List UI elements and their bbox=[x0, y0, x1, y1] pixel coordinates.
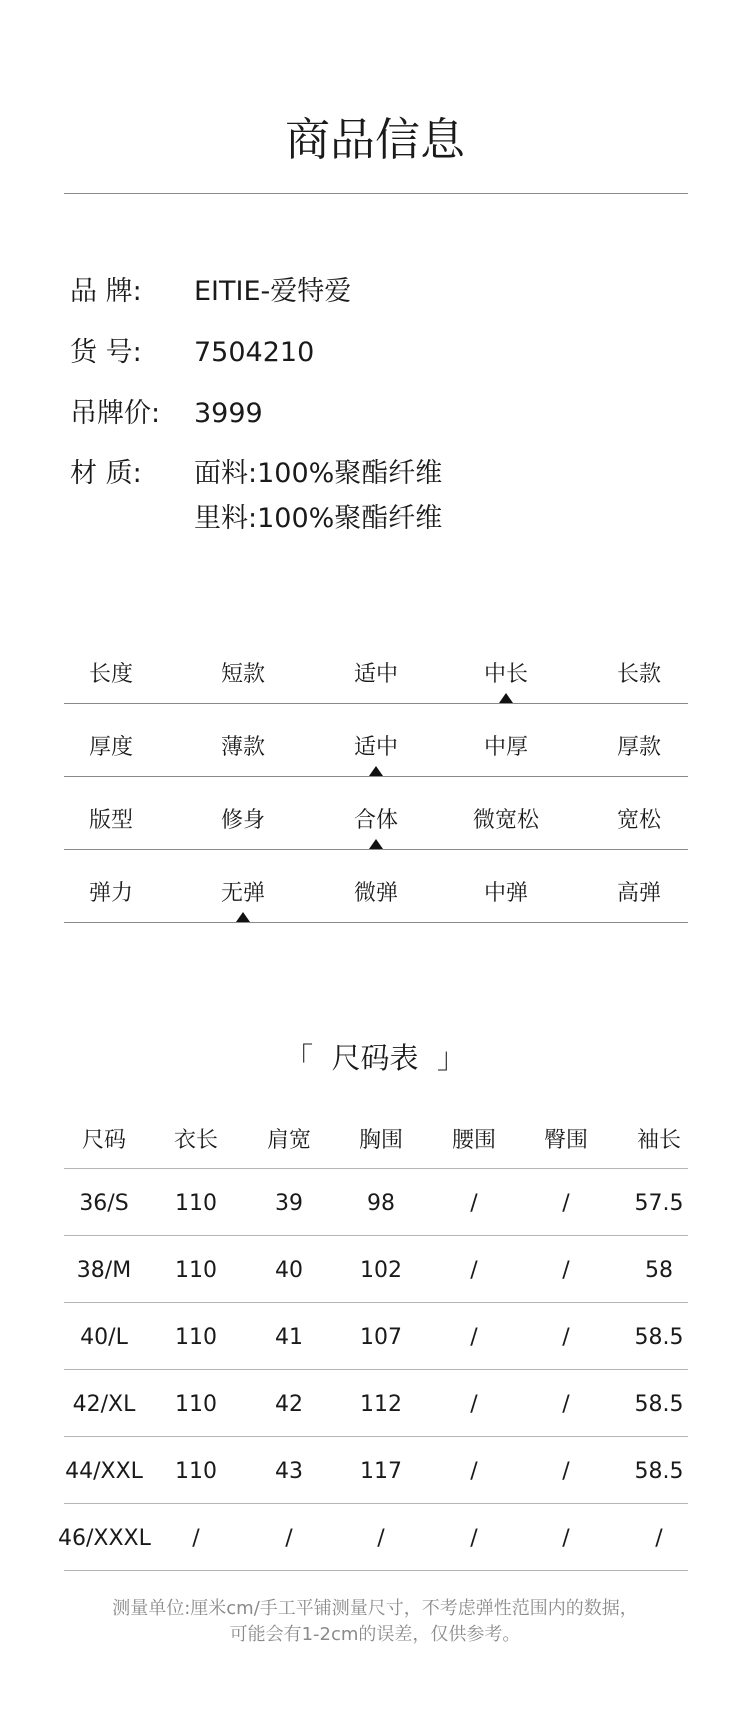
attr-stretch-option: 高弹 bbox=[616, 881, 661, 906]
table-cell: / bbox=[562, 1526, 570, 1551]
row-divider bbox=[64, 776, 688, 777]
table-cell: / bbox=[470, 1325, 478, 1350]
table-cell: 58 bbox=[645, 1258, 673, 1283]
material-label: 材 质: bbox=[70, 458, 142, 489]
table-cell: / bbox=[562, 1191, 570, 1216]
selected-marker-triangle-icon bbox=[499, 693, 513, 703]
table-cell: / bbox=[470, 1459, 478, 1484]
table-cell: 102 bbox=[360, 1258, 402, 1283]
column-header: 尺码 bbox=[81, 1128, 126, 1153]
table-cell: 58.5 bbox=[634, 1392, 684, 1417]
table-cell: 112 bbox=[360, 1392, 402, 1417]
attr-thickness-option: 中厚 bbox=[483, 735, 528, 760]
table-cell: 38/M bbox=[76, 1258, 132, 1283]
column-header: 袖长 bbox=[636, 1128, 681, 1153]
tag-price-value: 3999 bbox=[194, 398, 263, 429]
attr-stretch-option: 微弹 bbox=[353, 881, 398, 906]
table-cell: 110 bbox=[175, 1191, 217, 1216]
attr-length-option: 长款 bbox=[616, 662, 661, 687]
attr-fit-option: 宽松 bbox=[616, 808, 661, 833]
table-cell: / bbox=[470, 1258, 478, 1283]
row-divider bbox=[64, 1503, 688, 1504]
row-divider bbox=[64, 1302, 688, 1303]
item-number-value: 7504210 bbox=[194, 337, 315, 368]
table-cell: 46/XXXL bbox=[58, 1526, 151, 1551]
attr-thickness-option-selected: 适中 bbox=[353, 735, 398, 760]
brand-label: 品 牌: bbox=[70, 276, 142, 307]
table-cell: / bbox=[192, 1526, 200, 1551]
table-cell: 40/L bbox=[80, 1325, 128, 1350]
table-cell: 44/XXL bbox=[65, 1459, 143, 1484]
table-cell: 42 bbox=[275, 1392, 303, 1417]
brand-value: EITIE-爱特爱 bbox=[194, 276, 352, 307]
table-cell: 110 bbox=[175, 1325, 217, 1350]
table-cell: 110 bbox=[175, 1392, 217, 1417]
attr-thickness-name: 厚度 bbox=[88, 735, 133, 760]
table-cell: 43 bbox=[275, 1459, 303, 1484]
material-lining-value: 里料:100%聚酯纤维 bbox=[194, 503, 443, 534]
attr-length-option: 适中 bbox=[353, 662, 398, 687]
selected-marker-triangle-icon bbox=[369, 839, 383, 849]
table-cell: 107 bbox=[360, 1325, 402, 1350]
table-cell: 40 bbox=[275, 1258, 303, 1283]
attr-fit-option-selected: 合体 bbox=[353, 808, 398, 833]
page-title: 商品信息 bbox=[284, 113, 465, 166]
table-cell: / bbox=[470, 1191, 478, 1216]
column-header: 臀围 bbox=[543, 1128, 588, 1153]
tag-price-label: 吊牌价: bbox=[70, 398, 161, 429]
row-divider bbox=[64, 1235, 688, 1236]
attr-length-option-selected: 中长 bbox=[483, 662, 528, 687]
table-cell: 42/XL bbox=[72, 1392, 136, 1417]
material-shell-value: 面料:100%聚酯纤维 bbox=[194, 458, 443, 489]
table-cell: / bbox=[562, 1325, 570, 1350]
row-divider bbox=[64, 1436, 688, 1437]
row-divider bbox=[64, 849, 688, 850]
row-divider bbox=[64, 1168, 688, 1169]
attr-length-option: 短款 bbox=[220, 662, 265, 687]
attr-length-name: 长度 bbox=[88, 662, 133, 687]
table-cell: 98 bbox=[367, 1191, 395, 1216]
title-divider bbox=[64, 193, 688, 194]
table-cell: / bbox=[562, 1258, 570, 1283]
size-chart-title: 「 尺码表 」 bbox=[284, 1041, 466, 1075]
table-cell: / bbox=[562, 1459, 570, 1484]
table-cell: 39 bbox=[275, 1191, 303, 1216]
column-header: 衣长 bbox=[173, 1128, 218, 1153]
attr-stretch-option-selected: 无弹 bbox=[220, 881, 265, 906]
table-cell: / bbox=[470, 1526, 478, 1551]
row-divider bbox=[64, 1369, 688, 1370]
table-cell: 57.5 bbox=[634, 1191, 684, 1216]
table-cell: 117 bbox=[360, 1459, 402, 1484]
column-header: 肩宽 bbox=[266, 1128, 311, 1153]
table-cell: 110 bbox=[175, 1459, 217, 1484]
table-cell: 36/S bbox=[79, 1191, 129, 1216]
attr-fit-name: 版型 bbox=[88, 808, 133, 833]
table-cell: 110 bbox=[175, 1258, 217, 1283]
selected-marker-triangle-icon bbox=[369, 766, 383, 776]
measurement-note: 可能会有1-2cm的误差，仅供参考。 bbox=[229, 1624, 521, 1645]
selected-marker-triangle-icon bbox=[236, 912, 250, 922]
attr-stretch-option: 中弹 bbox=[483, 881, 528, 906]
attr-stretch-name: 弹力 bbox=[88, 881, 133, 906]
attr-fit-option: 微宽松 bbox=[472, 808, 539, 833]
column-header: 腰围 bbox=[451, 1128, 496, 1153]
table-cell: / bbox=[655, 1526, 663, 1551]
table-cell: / bbox=[562, 1392, 570, 1417]
table-cell: 58.5 bbox=[634, 1459, 684, 1484]
table-cell: / bbox=[377, 1526, 385, 1551]
attr-thickness-option: 薄款 bbox=[220, 735, 265, 760]
row-divider bbox=[64, 703, 688, 704]
measurement-note: 测量单位:厘米cm/手工平铺测量尺寸，不考虑弹性范围内的数据， bbox=[112, 1598, 638, 1619]
table-cell: 41 bbox=[275, 1325, 303, 1350]
row-divider bbox=[64, 922, 688, 923]
column-header: 胸围 bbox=[358, 1128, 403, 1153]
table-cell: / bbox=[470, 1392, 478, 1417]
attr-fit-option: 修身 bbox=[220, 808, 265, 833]
attr-thickness-option: 厚款 bbox=[616, 735, 661, 760]
row-divider bbox=[64, 1570, 688, 1571]
table-cell: 58.5 bbox=[634, 1325, 684, 1350]
item-number-label: 货 号: bbox=[70, 337, 142, 368]
table-cell: / bbox=[285, 1526, 293, 1551]
